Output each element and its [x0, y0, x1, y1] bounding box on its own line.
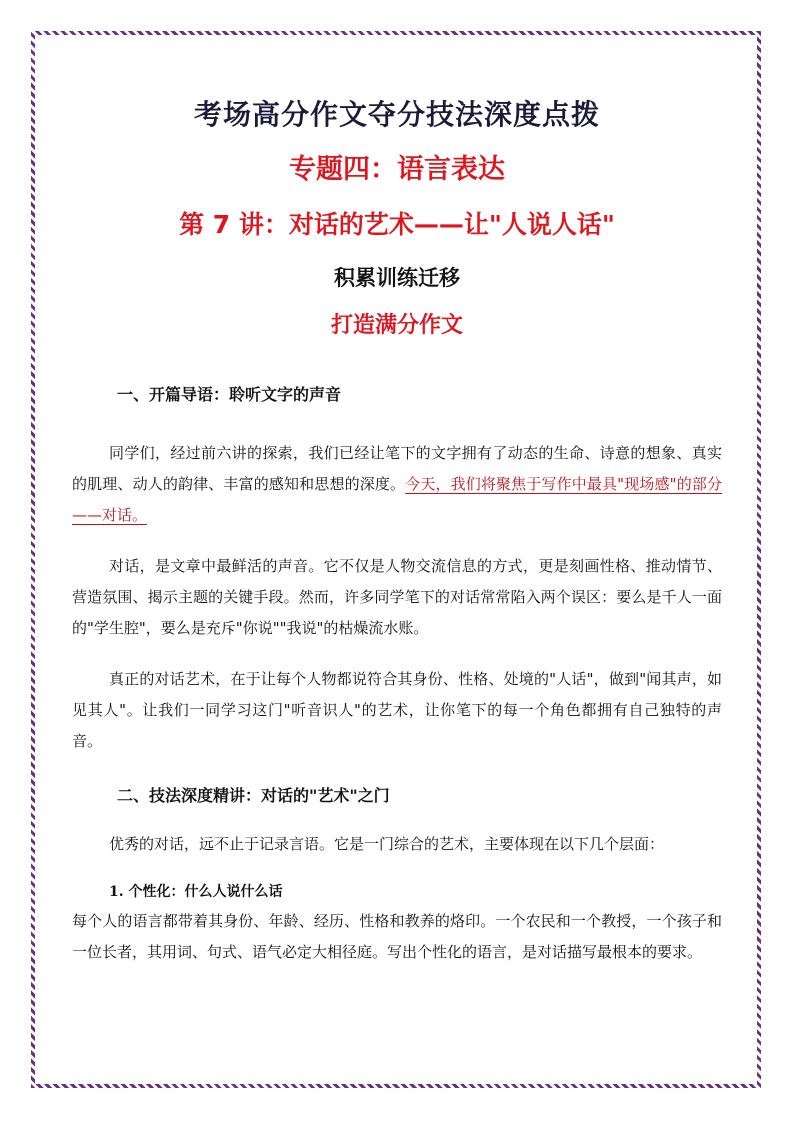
main-title: 考场高分作文夺分技法深度点拨	[193, 98, 600, 131]
point-heading-individuality: 1. 个性化：什么人说什么话	[109, 884, 283, 900]
topic-title: 专题四：语言表达	[289, 154, 505, 185]
paragraph-technique-intro: 优秀的对话，远不止于记录言语。它是一门综合的艺术，主要体现在以下几个层面：	[109, 835, 665, 853]
paragraph-intro-2: 对话，是文章中最鲜活的声音。它不仅是人物交流信息的方式，更是刻画性格、推动情节、营造氛围、揭示主题的关键手段。然而，许多同学笔下的对话常常陷入两个误区：要么是千人一面的"学生腔"，要么是充斥"你说""我说"的枯燥流水账。	[72, 557, 722, 637]
paragraph-intro-3: 真正的对话艺术，在于让每个人物都说符合其身份、性格、处境的"人话"，做到"闻其声，如见其人"。让我们一同学习这门"听音识人"的艺术，让你笔下的每一个角色都拥有自己独特的声音。	[72, 670, 722, 750]
tagline: 积累训练迁移	[334, 266, 460, 290]
section-heading-technique: 二、技法深度精讲：对话的"艺术"之门	[117, 786, 390, 805]
document-body	[72, 92, 722, 968]
paragraph-text: 同学们，经过前六讲的探索，我们已经让笔下的文字拥有了动态的生命、诗意的想象、真实的肌理、动人的韵律、丰富的感知和思想的深度。	[72, 444, 722, 493]
section-heading-intro: 一、开篇导语：聆听文字的声音	[117, 385, 342, 404]
slogan: 打造满分作文	[330, 313, 463, 338]
highlighted-sentence: 今天，我们将聚焦于写作中最具"现场感"的部分——对话。	[72, 475, 722, 524]
paragraph-intro-1	[72, 438, 722, 531]
lecture-title: 第 7 讲：对话的艺术——让"人说人话"	[179, 210, 615, 239]
paragraph-individuality: 每个人的语言都带着其身份、年龄、经历、性格和教养的烙印。一个农民和一个教授，一个孩子和一位长者，其用词、句式、语气必定大相径庭。写出个性化的语言，是对话描写最根本的要求。	[72, 912, 722, 961]
